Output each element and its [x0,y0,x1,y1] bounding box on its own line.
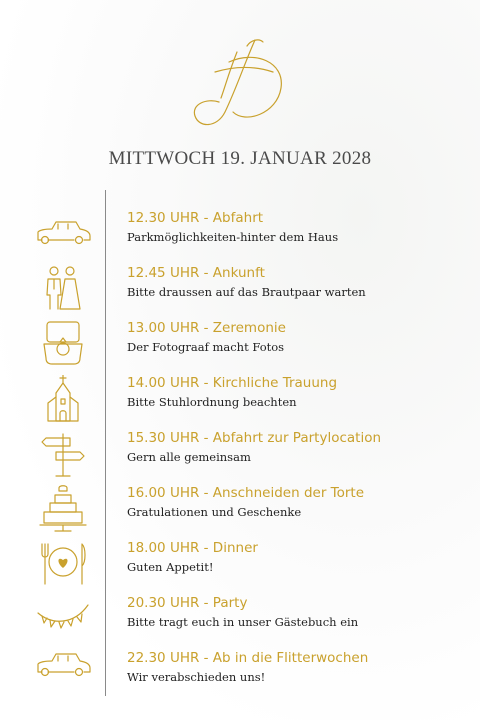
timeline-event [0,595,480,645]
timeline-event [0,430,480,480]
event-title: 14.00 UHR - Kirchliche Trauung [127,375,338,391]
event-description: Gratulationen und Geschenke [127,505,302,519]
car-icon [34,210,92,258]
cake-icon [34,485,92,533]
timeline-event [0,210,480,260]
event-title: 12.45 UHR - Ankunft [127,265,265,281]
couple-icon [34,265,92,313]
signpost-icon [34,430,92,478]
event-description: Guten Appetit! [127,560,214,574]
timeline-event [0,320,480,370]
event-date: MITTWOCH 19. JANUAR 2028 [108,148,372,169]
event-title: 18.00 UHR - Dinner [127,540,258,556]
event-title: 12.30 UHR - Abfahrt [127,210,264,226]
car-icon [34,650,92,698]
event-title: 20.30 UHR - Party [127,595,248,611]
ring-box-icon [34,320,92,368]
event-title: 15.30 UHR - Abfahrt zur Partylocation [127,430,382,446]
timeline-event [0,265,480,315]
event-description: Der Fotograaf macht Fotos [127,340,285,354]
event-description: Bitte draussen auf das Brautpaar warten [127,285,366,299]
timeline-event [0,540,480,590]
event-description: Wir verabschieden uns! [127,670,266,684]
event-description: Bitte tragt euch in unser Gästebuch ein [127,615,359,629]
timeline-event [0,650,480,700]
event-description: Parkmöglichkeiten-hinter dem Haus [127,230,339,244]
bunting-icon [34,595,92,643]
event-description: Gern alle gemeinsam [127,450,251,464]
event-title: 13.00 UHR - Zeremonie [127,320,286,336]
jd-monogram-icon [185,32,297,132]
timeline-event [0,485,480,535]
dinner-plate-icon [34,540,92,588]
church-icon [34,375,92,423]
event-description: Bitte Stuhlordnung beachten [127,395,297,409]
event-title: 16.00 UHR - Anschneiden der Torte [127,485,365,501]
timeline-event [0,375,480,425]
event-title: 22.30 UHR - Ab in die Flitterwochen [127,650,369,666]
